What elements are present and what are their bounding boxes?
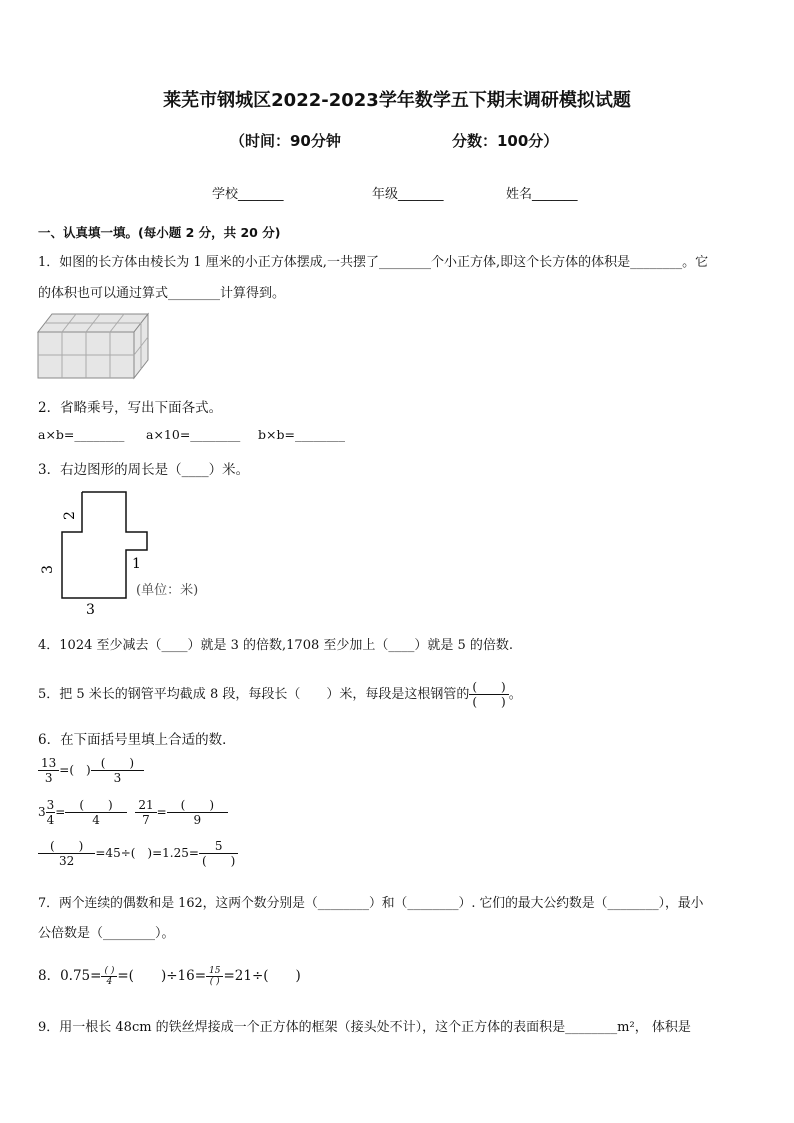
fraction-blank[interactable]: $\frac{( )}{( )}$	[469, 680, 508, 709]
question-2: 2．省略乘号，写出下面各式。	[38, 400, 223, 416]
section-heading: 一、认真填一填。(每小题 2 分，共 20 分)	[38, 225, 281, 240]
question-6: 6．在下面括号里填上合适的数．	[38, 732, 236, 748]
question-3: 3．右边图形的周长是（____）米。	[38, 462, 250, 478]
label-right: 1	[132, 556, 141, 572]
question-1-line-1: 1．如图的长方体由棱长为 1 厘米的小正方体摆成,一共摆了________个小正方体,即这个长方体的体积是________。它	[38, 255, 709, 270]
question-1-line-2: 的体积也可以通过算式________计算得到。	[38, 286, 286, 301]
cuboid-figure	[36, 310, 156, 384]
question-7-line-2: 公倍数是（________）。	[38, 926, 175, 941]
question-6-row-1: $\frac{13}{3}$ =( ) $\frac{( )}{3}$	[38, 756, 144, 785]
blank-bxb[interactable]: b×b=________	[258, 427, 345, 442]
blank-fraction[interactable]: $\frac{( )}{3}$	[91, 756, 144, 785]
blank-ax10[interactable]: a×10=________	[146, 427, 241, 442]
school-field[interactable]: 学校_______	[212, 187, 284, 202]
blank-fraction[interactable]: $\frac{( )}{32}$	[38, 839, 95, 868]
exam-time: （时间：90分钟	[230, 132, 341, 150]
grade-field[interactable]: 年级_______	[372, 187, 444, 202]
unit-label: (单位：米)	[136, 583, 199, 598]
label-left: 3	[40, 565, 56, 574]
name-field[interactable]: 姓名_______	[506, 187, 578, 202]
blank-fraction[interactable]: $\frac{( )}{4}$	[65, 798, 126, 827]
blank-fraction[interactable]: $\frac{( )}{9}$	[167, 798, 228, 827]
question-9: 9．用一根长 48cm 的铁丝焊接成一个正方体的框架（接头处不计），这个正方体的表面积是________m²， 体积是	[38, 1020, 691, 1035]
question-6-row-2: 3 $\frac{3}{4}$ = $\frac{( )}{4}$ $\frac{21}{7}$ = $\frac{( )}{9}$	[38, 798, 228, 827]
question-4: 4．1024 至少减去（____）就是 3 的倍数,1708 至少加上（____）就是 5 的倍数.	[38, 638, 514, 653]
blank-axb[interactable]: a×b=________	[38, 427, 125, 442]
exam-score: 分数：100分）	[452, 132, 559, 150]
question-7-line-1: 7．两个连续的偶数和是 162，这两个数分别是（________）和（________）. 它们的最大公约数是（________），最小	[38, 896, 704, 911]
label-bottom: 3	[86, 602, 95, 618]
question-6-row-3: $\frac{( )}{32}$ =45÷( )=1.25= $\frac{5}{( )}$	[38, 839, 238, 868]
blank-fraction[interactable]: $\frac{5}{( )}$	[199, 839, 238, 868]
label-top: 2	[62, 511, 78, 520]
perimeter-figure	[36, 484, 236, 620]
page-title: 莱芜市钢城区2022-2023学年数学五下期末调研模拟试题	[163, 90, 631, 111]
question-5: 5．把 5 米长的钢管平均截成 8 段，每段长（ ）米，每段是这根钢管的 $\frac{( )}{( )}$ 。	[38, 680, 522, 709]
question-5-text: 5．把 5 米长的钢管平均截成 8 段，每段长（ ）米，每段是这根钢管的	[38, 687, 470, 702]
question-8: 8．0.75= $\frac{( )}{4}$ =( )÷16= $\frac{15}{( )}$ =21÷( )	[38, 966, 301, 987]
